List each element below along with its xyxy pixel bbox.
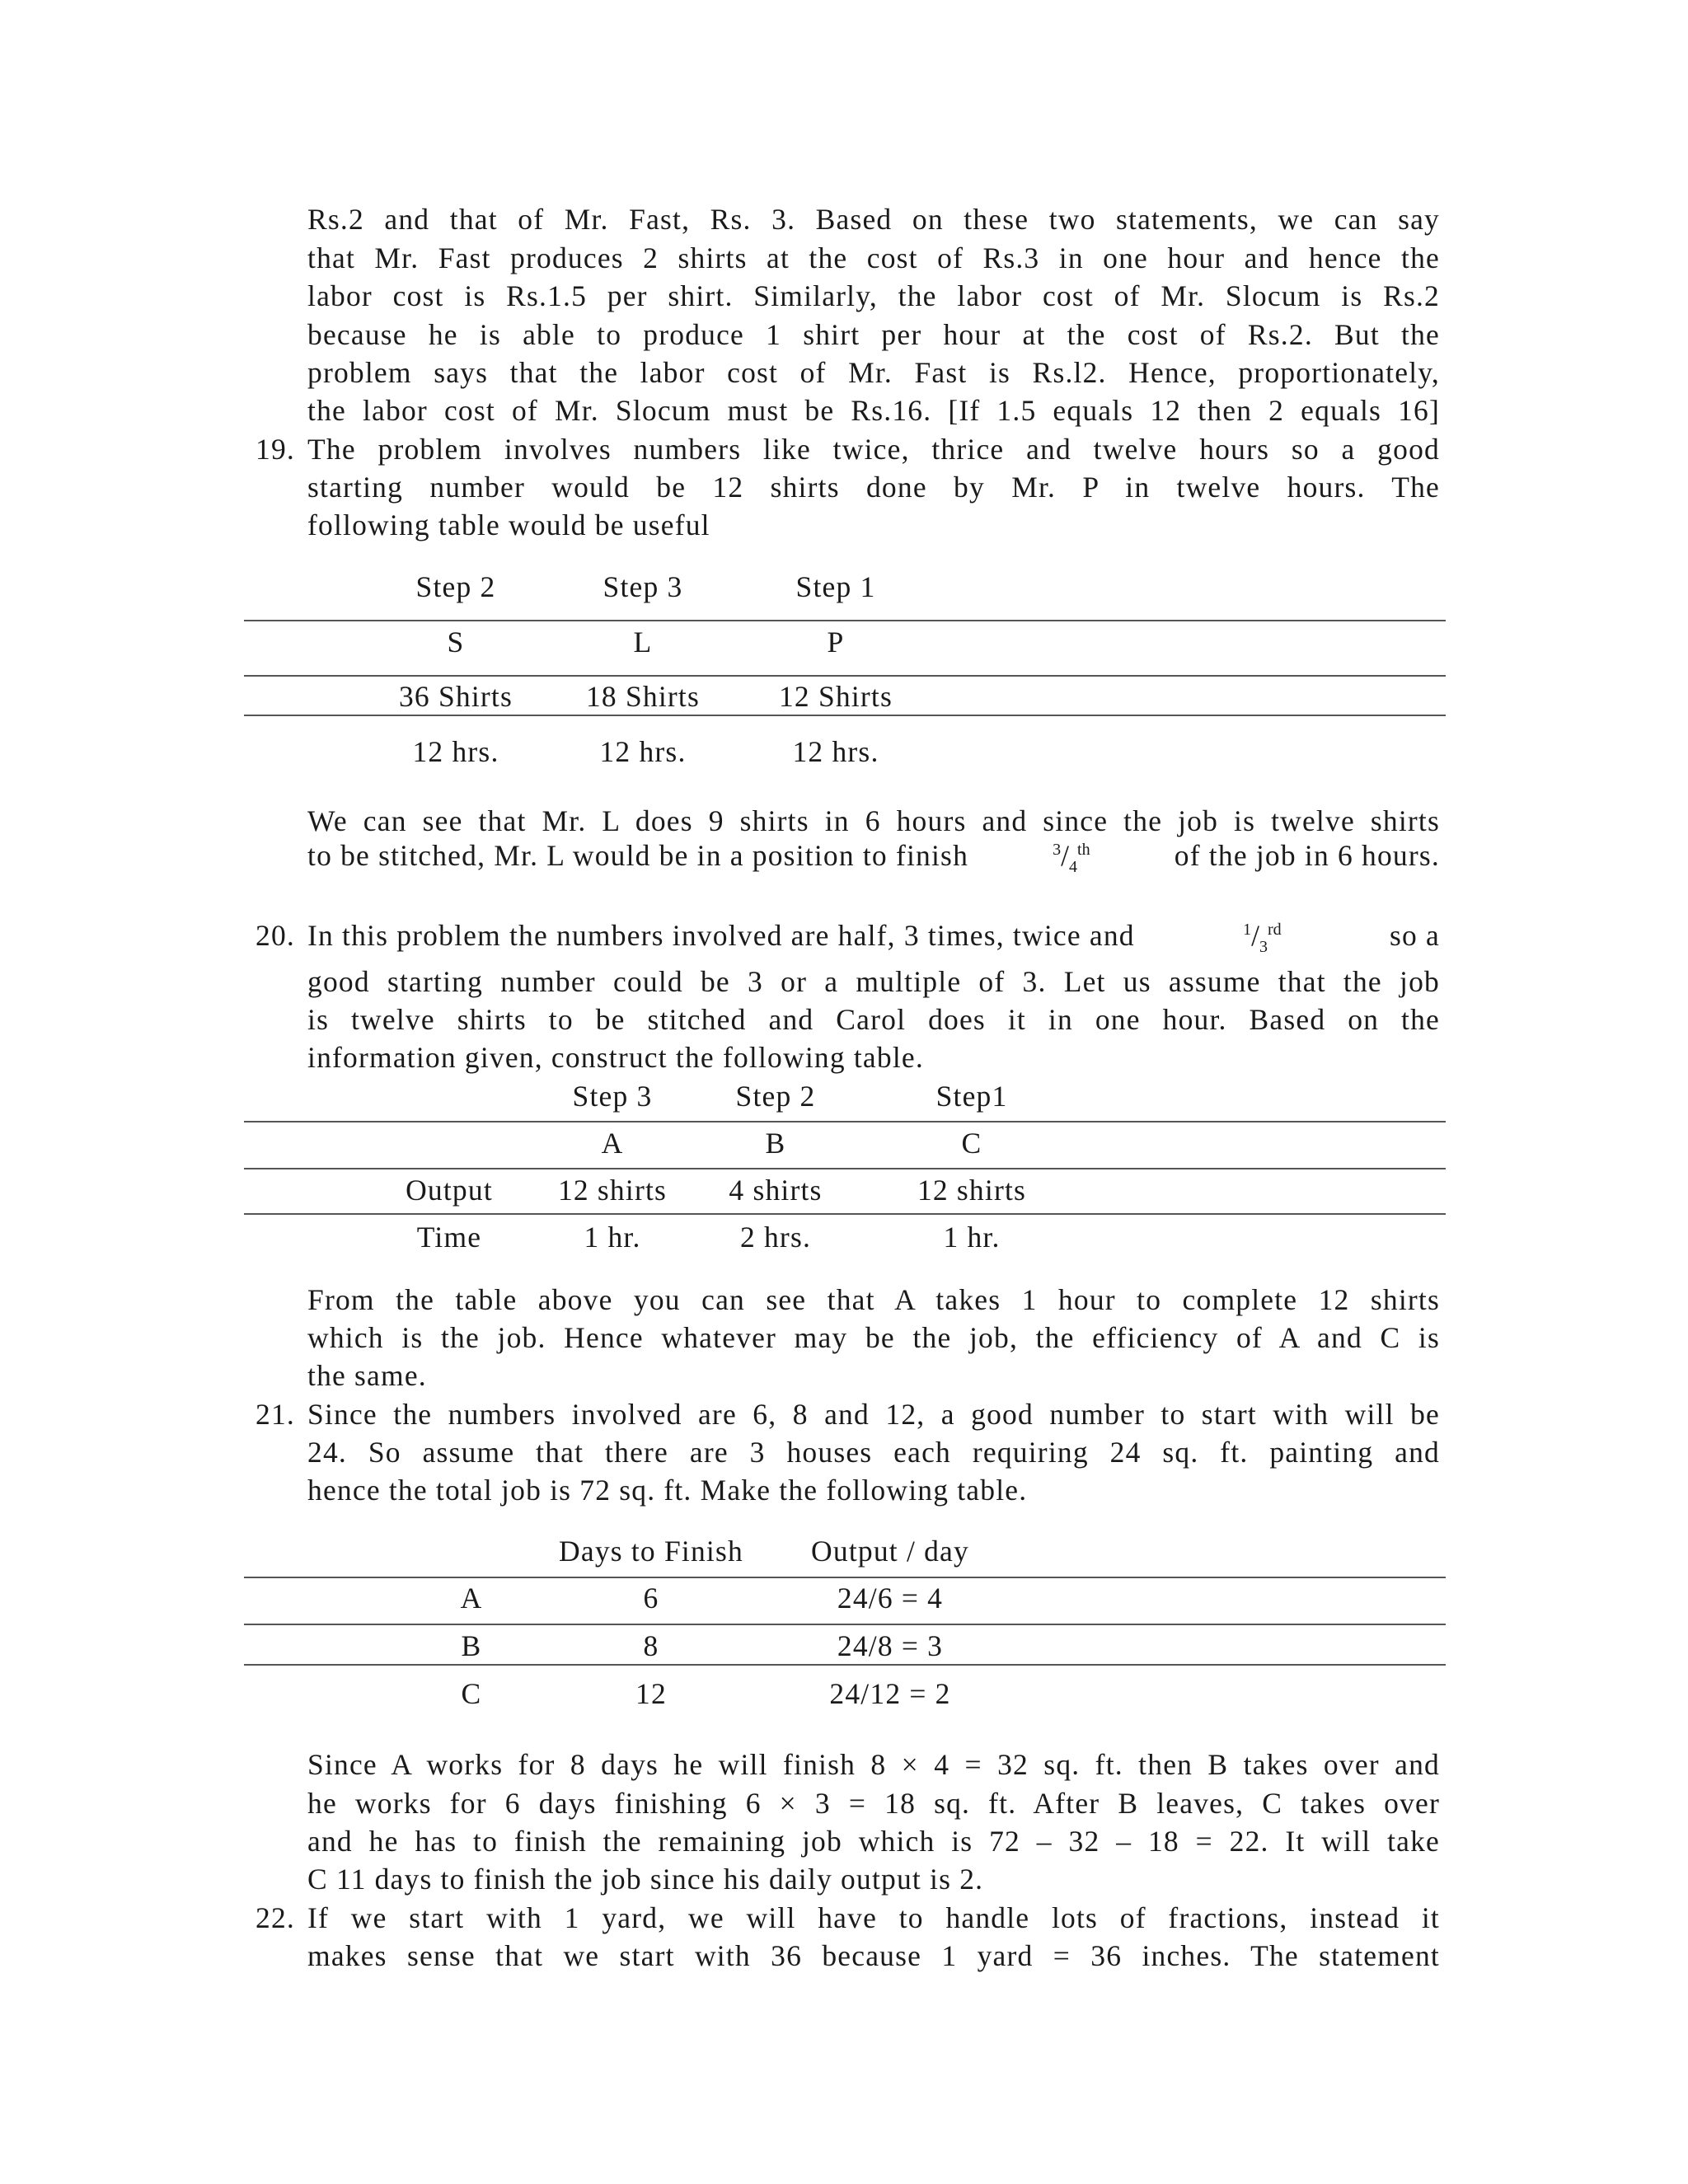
table-cell: C [961, 1127, 982, 1160]
table-cell: 1 hr. [943, 1221, 1001, 1254]
table-cell: 12 shirts [557, 1174, 668, 1207]
table-header-cell: Days to Finish [559, 1535, 743, 1568]
text-line: which is the job. Hence whatever may be the job, the efficiency of A and C is [307, 1321, 1440, 1354]
fraction-denominator: 4 [1069, 858, 1078, 877]
table-row-label: Time [416, 1221, 482, 1254]
fraction-one-third: $^1/_3^{rd}$ [1243, 919, 1282, 957]
table-cell: 24/8 = 3 [837, 1629, 944, 1662]
table-header-cell: Step 1 [795, 570, 876, 603]
fraction-numerator: 3 [1053, 841, 1062, 860]
table-header-cell: Output / day [811, 1535, 969, 1568]
text-line: good starting number could be 3 or a multiple of 3. Let us assume that the job [307, 965, 1440, 998]
text-line: problem says that the labor cost of Mr. Fast is Rs.l2. Hence, proportionately, [307, 356, 1440, 389]
table-cell: 2 hrs. [739, 1221, 812, 1254]
table-rule [244, 1664, 1446, 1666]
table-header-cell: Step 3 [603, 570, 683, 603]
text-line: because he is able to produce 1 shirt per hour at the cost of Rs.2. But the [307, 318, 1440, 351]
text-line: Rs.2 and that of Mr. Fast, Rs. 3. Based on these two statements, we can say [307, 203, 1440, 236]
text-line: If we start with 1 yard, we will have to handle lots of fractions, instead it [307, 1901, 1440, 1934]
table-cell: 12 shirts [917, 1174, 1027, 1207]
text-line: the same. [307, 1359, 427, 1392]
text-line-with-fraction [307, 916, 1440, 957]
table-cell: 12 hrs. [792, 735, 879, 768]
text-line: he works for 6 days finishing 6 × 3 = 18 sq. ft. After B leaves, C takes over [307, 1787, 1440, 1820]
text-line: From the table above you can see that A takes 1 hour to complete 12 shirts [307, 1283, 1440, 1316]
table-rule [244, 1121, 1446, 1122]
table-row-label: C [461, 1677, 482, 1710]
table-cell: S [447, 626, 465, 658]
fraction-suffix: th [1077, 841, 1090, 860]
table-cell: 24/12 = 2 [829, 1677, 951, 1710]
table-cell: L [633, 626, 653, 658]
table-header-cell: Step 2 [735, 1080, 816, 1113]
table-cell: 1 hr. [584, 1221, 641, 1254]
table-row-label: B [461, 1629, 482, 1662]
table-cell: 24/6 = 4 [837, 1582, 944, 1615]
text-line: The problem involves numbers like twice, thrice and twelve hours so a good [307, 433, 1440, 466]
text-line-with-fraction [307, 837, 1440, 877]
item-number: 19. [256, 433, 295, 466]
item-number: 22. [256, 1901, 295, 1934]
text-line: We can see that Mr. L does 9 shirts in 6 hours and since the job is twelve shirts [307, 804, 1440, 837]
table-rule [244, 1624, 1446, 1625]
text-fragment: In this problem the numbers involved are half, 3 times, twice and [307, 919, 1135, 952]
fraction-numerator: 1 [1243, 921, 1252, 940]
table-row-label: Output [406, 1174, 493, 1207]
text-line: information given, construct the following table. [307, 1041, 924, 1074]
text-line: 24. So assume that there are 3 houses each requiring 24 sq. ft. painting and [307, 1436, 1440, 1469]
table-rule [244, 675, 1446, 677]
table-header-cell: Step 2 [415, 570, 496, 603]
text-line: that Mr. Fast produces 2 shirts at the cost of Rs.3 in one hour and hence the [307, 241, 1440, 274]
table-cell: A [601, 1127, 624, 1160]
table-rule [244, 1213, 1446, 1215]
text-fragment: so a [1390, 919, 1440, 952]
text-line: the labor cost of Mr. Slocum must be Rs.16. [If 1.5 equals 12 then 2 equals 16] [307, 394, 1440, 427]
text-line: C 11 days to finish the job since his daily output is 2. [307, 1863, 984, 1896]
text-fragment: to be stitched, Mr. L would be in a position to finish [307, 839, 969, 872]
fraction-denominator: 3 [1259, 938, 1268, 957]
fraction-three-quarters: $^3/_4^{th}$ [1053, 839, 1090, 877]
table-rule [244, 620, 1446, 621]
table-row-label: A [460, 1582, 483, 1615]
table-cell: 4 shirts [729, 1174, 823, 1207]
text-fragment: of the job in 6 hours. [1174, 839, 1440, 872]
item-number: 21. [256, 1398, 295, 1431]
text-line: Since A works for 8 days he will finish 8 × 4 = 32 sq. ft. then B takes over and [307, 1748, 1440, 1781]
table-rule [244, 715, 1446, 716]
table-rule [244, 1577, 1446, 1578]
table-cell: 12 [635, 1677, 667, 1710]
text-line: following table would be useful [307, 509, 710, 541]
item-number: 20. [256, 919, 295, 952]
table-cell: 36 Shirts [398, 680, 513, 713]
text-line: hence the total job is 72 sq. ft. Make the following table. [307, 1474, 1028, 1507]
table-header-cell: Step1 [935, 1080, 1008, 1113]
text-line: and he has to finish the remaining job which is 72 – 32 – 18 = 22. It will take [307, 1825, 1440, 1858]
table-cell: B [765, 1127, 786, 1160]
table-cell: 8 [643, 1629, 659, 1662]
text-line: starting number would be 12 shirts done by Mr. P in twelve hours. The [307, 471, 1440, 504]
fraction-suffix: rd [1267, 921, 1282, 940]
table-cell: 6 [643, 1582, 659, 1615]
table-cell: 12 hrs. [412, 735, 499, 768]
text-line: Since the numbers involved are 6, 8 and 12, a good number to start with will be [307, 1398, 1440, 1431]
table-rule [244, 1168, 1446, 1169]
table-cell: P [827, 626, 845, 658]
table-cell: 18 Shirts [585, 680, 701, 713]
table-cell: 12 hrs. [599, 735, 687, 768]
table-header-cell: Step 3 [572, 1080, 653, 1113]
text-line: makes sense that we start with 36 because 1 yard = 36 inches. The statement [307, 1939, 1440, 1972]
text-line: labor cost is Rs.1.5 per shirt. Similarly, the labor cost of Mr. Slocum is Rs.2 [307, 279, 1440, 312]
text-line: is twelve shirts to be stitched and Carol does it in one hour. Based on the [307, 1003, 1440, 1036]
table-cell: 12 Shirts [778, 680, 893, 713]
